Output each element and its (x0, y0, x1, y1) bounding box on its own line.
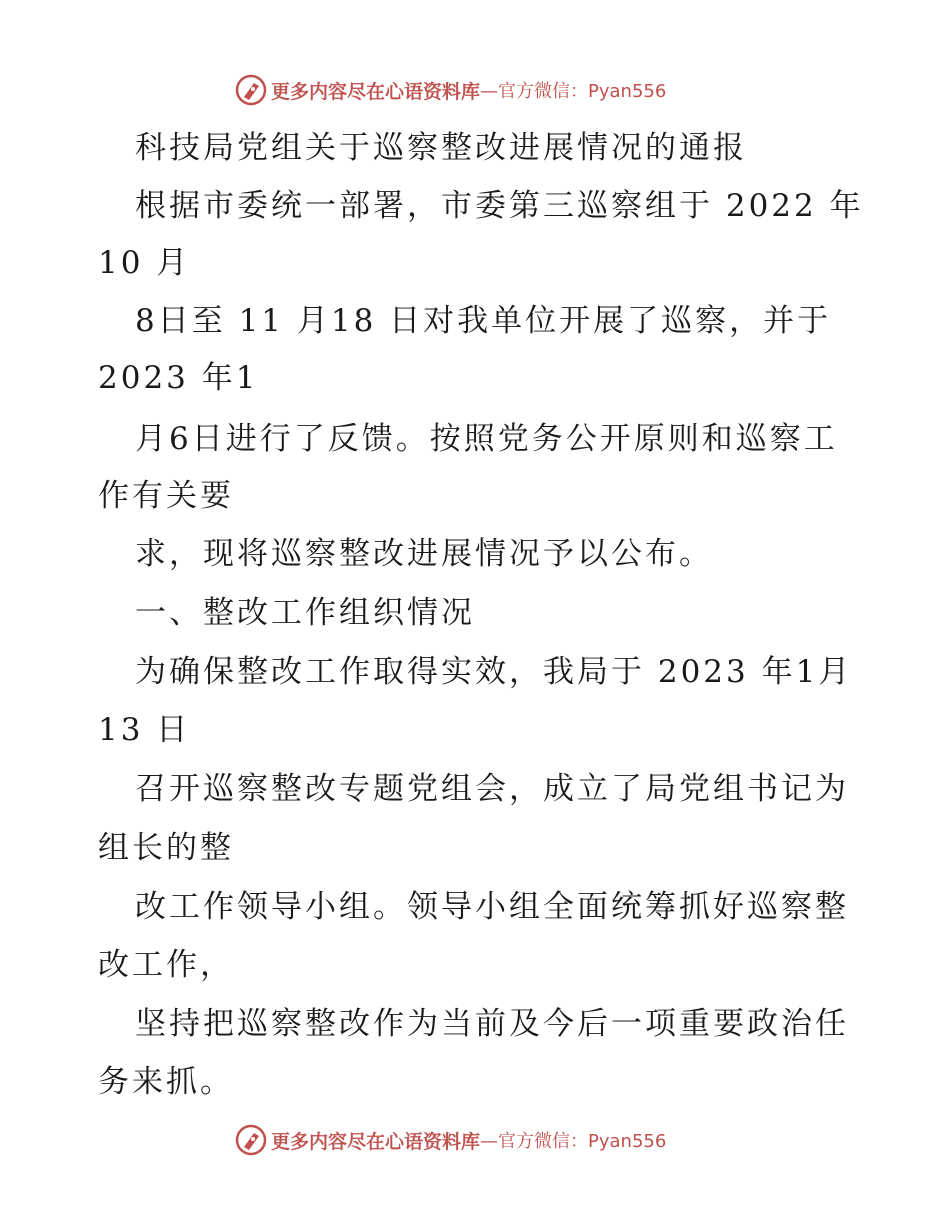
paragraph-line: 根据市委统一部署，市委第三巡察组于 2022 年 (135, 188, 864, 224)
document-title: 科技局党组关于巡察整改进展情况的通报 (135, 130, 747, 166)
paragraph-line: 2023 年1 (98, 360, 259, 396)
watermark-main-text: 更多内容尽在心语资料库 (271, 80, 481, 103)
paragraph-line: 10 月 (98, 245, 191, 281)
footer-watermark (235, 1123, 715, 1157)
paragraph-line: 召开巡察整改专题党组会，成立了局党组书记为 (135, 771, 849, 807)
header-watermark (235, 73, 715, 107)
watermark-main-text: 更多内容尽在心语资料库 (271, 1130, 481, 1153)
section-heading: 一、整改工作组织情况 (135, 595, 475, 631)
paragraph-line: 月6日进行了反馈。按照党务公开原则和巡察工 (135, 421, 838, 457)
paragraph-line: 组长的整 (98, 830, 234, 866)
pen-nib-icon (235, 74, 267, 106)
paragraph-line: 求，现将巡察整改进展情况予以公布。 (135, 536, 713, 572)
paragraph-line: 坚持把巡察整改作为当前及今后一项重要政治任 (135, 1006, 849, 1042)
paragraph-line: 务来抓。 (98, 1064, 234, 1100)
paragraph-line: 8日至 11 月18 日对我单位开展了巡察，并于 (135, 303, 832, 339)
watermark-contact-text: —官方微信：Pyan556 (480, 1131, 667, 1152)
paragraph-line: 作有关要 (98, 478, 234, 514)
paragraph-line: 改工作， (98, 947, 234, 983)
paragraph-line: 13 日 (98, 712, 191, 748)
paragraph-line: 为确保整改工作取得实效，我局于 2023 年1月 (135, 654, 853, 690)
paragraph-line: 改工作领导小组。领导小组全面统筹抓好巡察整 (135, 889, 849, 925)
watermark-contact-text: —官方微信：Pyan556 (480, 81, 667, 102)
pen-nib-icon (235, 1124, 267, 1156)
